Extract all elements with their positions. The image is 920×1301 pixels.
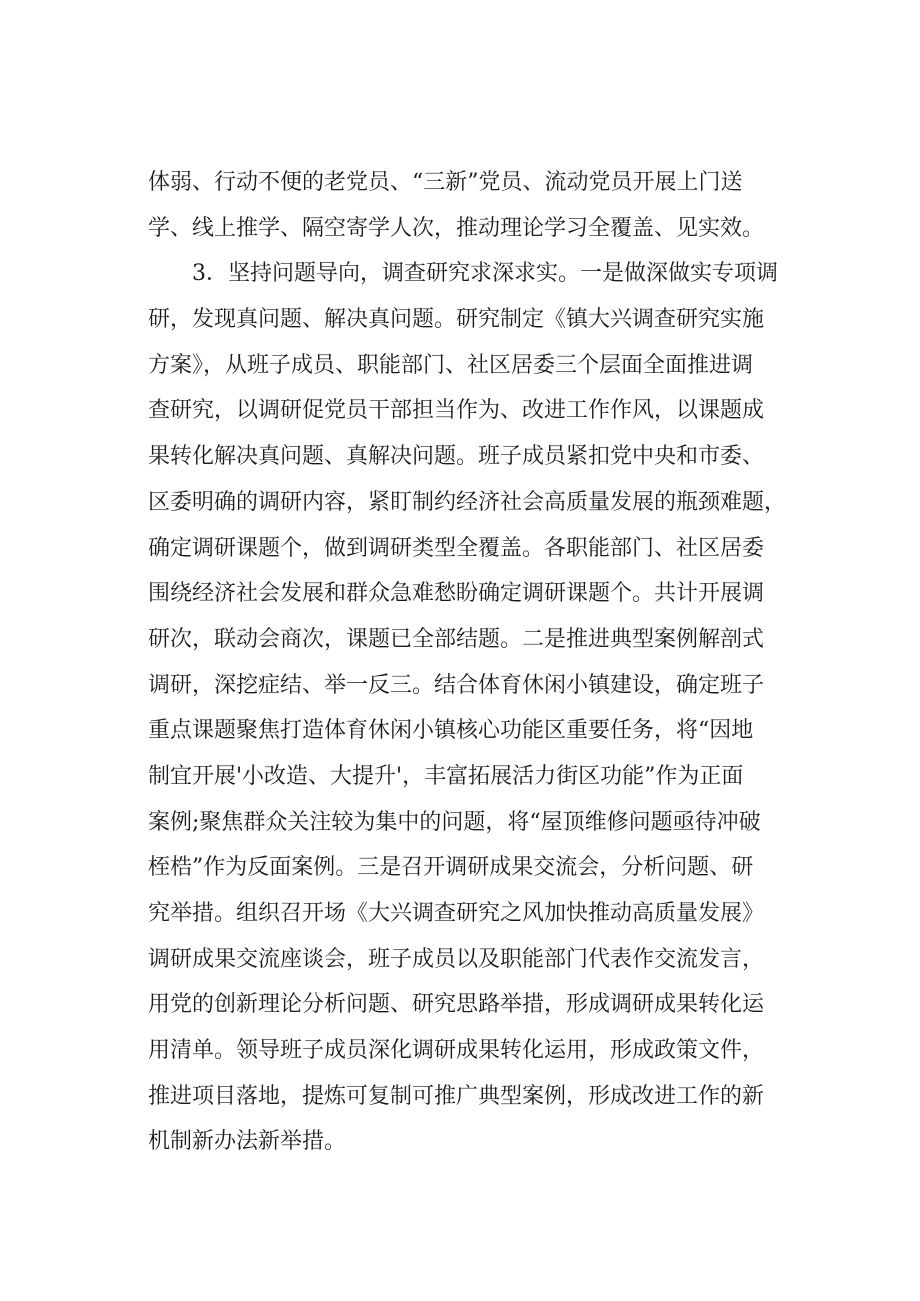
text-line: 用党的创新理论分析问题、研究思路举措，形成调研成果转化运 — [148, 992, 765, 1018]
text-line: 果转化解决真问题、真解决问题。班子成员紧扣党中央和市委、 — [148, 444, 765, 470]
text-line: 制宜开展'小改造、大提升'，丰富拓展活力街区功能”作为正面 — [148, 763, 744, 789]
text-line: 机制新办法新举措。 — [148, 1129, 347, 1155]
text-line: 调研，深挖症结、举一反三。结合体育休闲小镇建设，确定班子 — [148, 672, 765, 698]
text-line: 查研究，以调研促党员干部担当作为、改进工作作风，以课题成 — [148, 398, 765, 424]
paragraph-section-3 — [148, 251, 808, 1165]
text-line: 调研成果交流座谈会，班子成员以及职能部门代表作交流发言， — [148, 946, 765, 972]
paragraph-continued — [148, 160, 808, 251]
text-line: 推进项目落地，提炼可复制可推广典型案例，形成改进工作的新 — [148, 1083, 765, 1109]
text-line: 研次，联动会商次，课题已全部结题。二是推进典型案例解剖式 — [148, 626, 765, 652]
text-line: 方案》，从班子成员、职能部门、社区居委三个层面全面推进调 — [148, 352, 754, 378]
text-line: 围绕经济社会发展和群众急难愁盼确定调研课题个。共计开展调 — [148, 581, 765, 607]
text-line: 重点课题聚焦打造体育休闲小镇核心功能区重要任务，将“因地 — [148, 718, 754, 744]
text-line: 用清单。领导班子成员深化调研成果转化运用，形成政策文件， — [148, 1038, 765, 1064]
document-body — [148, 160, 808, 1165]
text-line: 桎梏”作为反面案例。三是召开调研成果交流会，分析问题、研 — [148, 855, 754, 881]
text-line: 确定调研课题个，做到调研类型全覆盖。各职能部门、社区居委 — [148, 535, 765, 561]
text-line: 案例;聚焦群众关注较为集中的问题，将“屋顶维修问题亟待冲破 — [148, 809, 761, 835]
text-line: 区委明确的调研内容，紧盯制约经济社会高质量发展的瓶颈难题， — [148, 489, 787, 515]
section-heading-line: 3．坚持问题导向，调查研究求深求实。一是做深做实专项调 — [192, 261, 778, 287]
text-line: 研，发现真问题、解决真问题。研究制定《镇大兴调查研究实施 — [148, 307, 765, 333]
text-line: 学、线上推学、隔空寄学人次，推动理论学习全覆盖、见实效。 — [148, 215, 765, 241]
text-line: 体弱、行动不便的老党员、“三新”党员、流动党员开展上门送 — [148, 170, 743, 195]
text-line: 究举措。组织召开场《大兴调查研究之风加快推动高质量发展》 — [148, 901, 765, 926]
